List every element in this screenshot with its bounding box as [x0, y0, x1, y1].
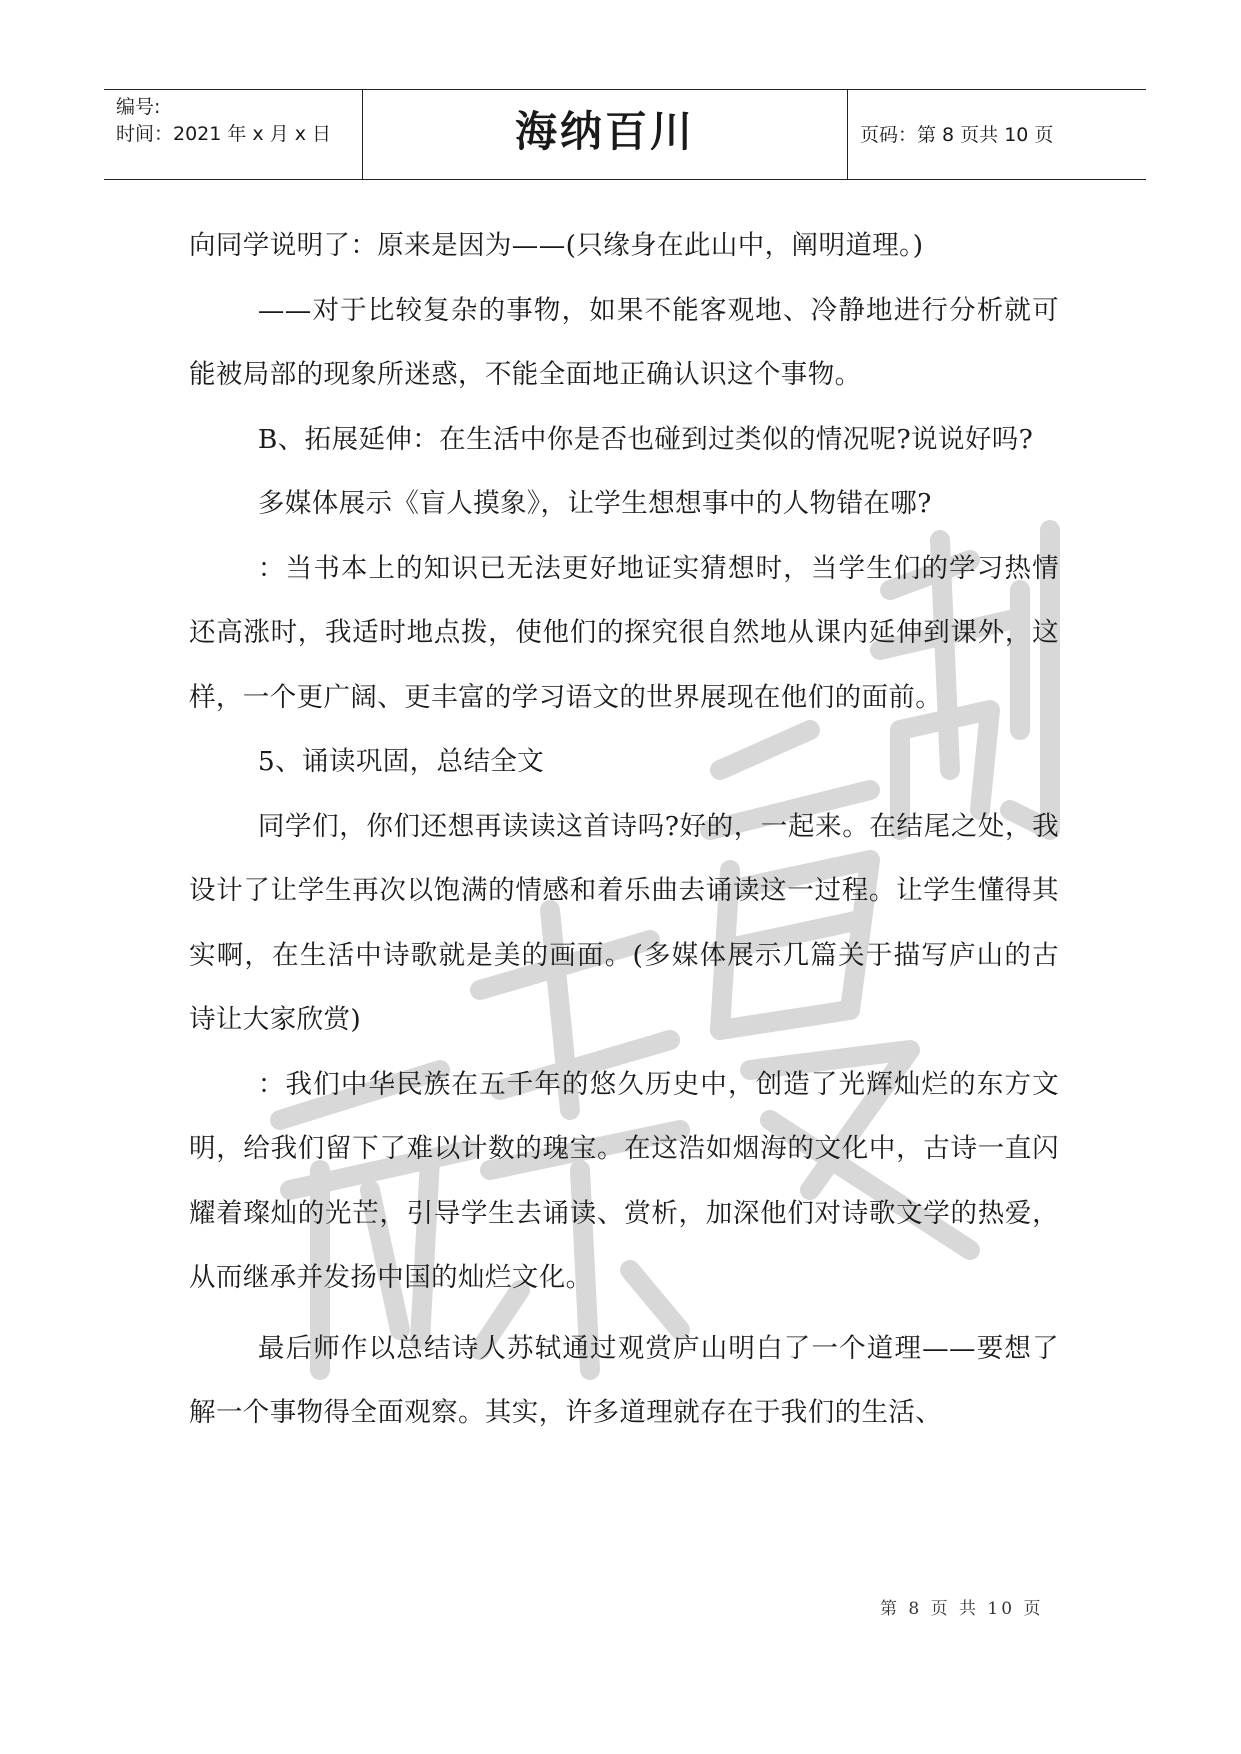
page-footer: 第 8 页 共 10 页 [880, 1599, 1044, 1619]
header-meta [116, 94, 331, 148]
paragraph: ：当书本上的知识已无法更好地证实猜想时，当学生们的学习热情还高涨时，我适时地点拨，使他们的探究很自然地从课内延伸到课外，这样，一个更广阔、更丰富的学习语文的世界展现在他们的面前。 [189, 552, 1059, 713]
document-body [189, 214, 1059, 1446]
header-page-number: 页码：第 8 页共 10 页 [860, 124, 1054, 146]
paragraph: ——对于比较复杂的事物，如果不能客观地、冷静地进行分析就可能被局部的现象所迷惑，不能全面地正确认识这个事物。 [189, 294, 1059, 390]
paragraph: 同学们，你们还想再读读这首诗吗?好的，一起来。在结尾之处，我设计了让学生再次以饱满的情感和着乐曲去诵读这一过程。让学生懂得其实啊，在生活中诗歌就是美的画面。(多媒体展示几篇关于描写庐山的古诗让大家欣赏) [189, 810, 1059, 1035]
page-header [104, 89, 1146, 180]
paragraph: ：我们中华民族在五千年的悠久历史中，创造了光辉灿烂的东方文明，给我们留下了难以计数的瑰宝。在这浩如烟海的文化中，古诗一直闪耀着璨灿的光芒，引导学生去诵读、赏析，加深他们对诗歌文学的热爱，从而继承并发扬中国的灿烂文化。 [189, 1068, 1059, 1293]
header-title: 海纳百川 [514, 107, 695, 156]
document-time-label: 时间：2021 年 x 月 x 日 [116, 123, 332, 145]
paragraph: 最后师作以总结诗人苏轼通过观赏庐山明白了一个道理——要想了解一个事物得全面观察。其实，许多道理就存在于我们的生活、 [189, 1332, 1059, 1428]
paragraph: 多媒体展示《盲人摸象》，让学生想想事中的人物错在哪? [257, 488, 932, 519]
header-divider [847, 90, 848, 179]
section-heading: 5、诵读巩固，总结全文 [257, 746, 545, 777]
paragraph: 向同学说明了：原来是因为——(只缘身在此山中，阐明道理。) [189, 230, 924, 261]
document-number-label: 编号: [116, 96, 161, 118]
paragraph: B、拓展延伸：在生活中你是否也碰到过类似的情况呢?说说好吗? [257, 423, 1034, 455]
